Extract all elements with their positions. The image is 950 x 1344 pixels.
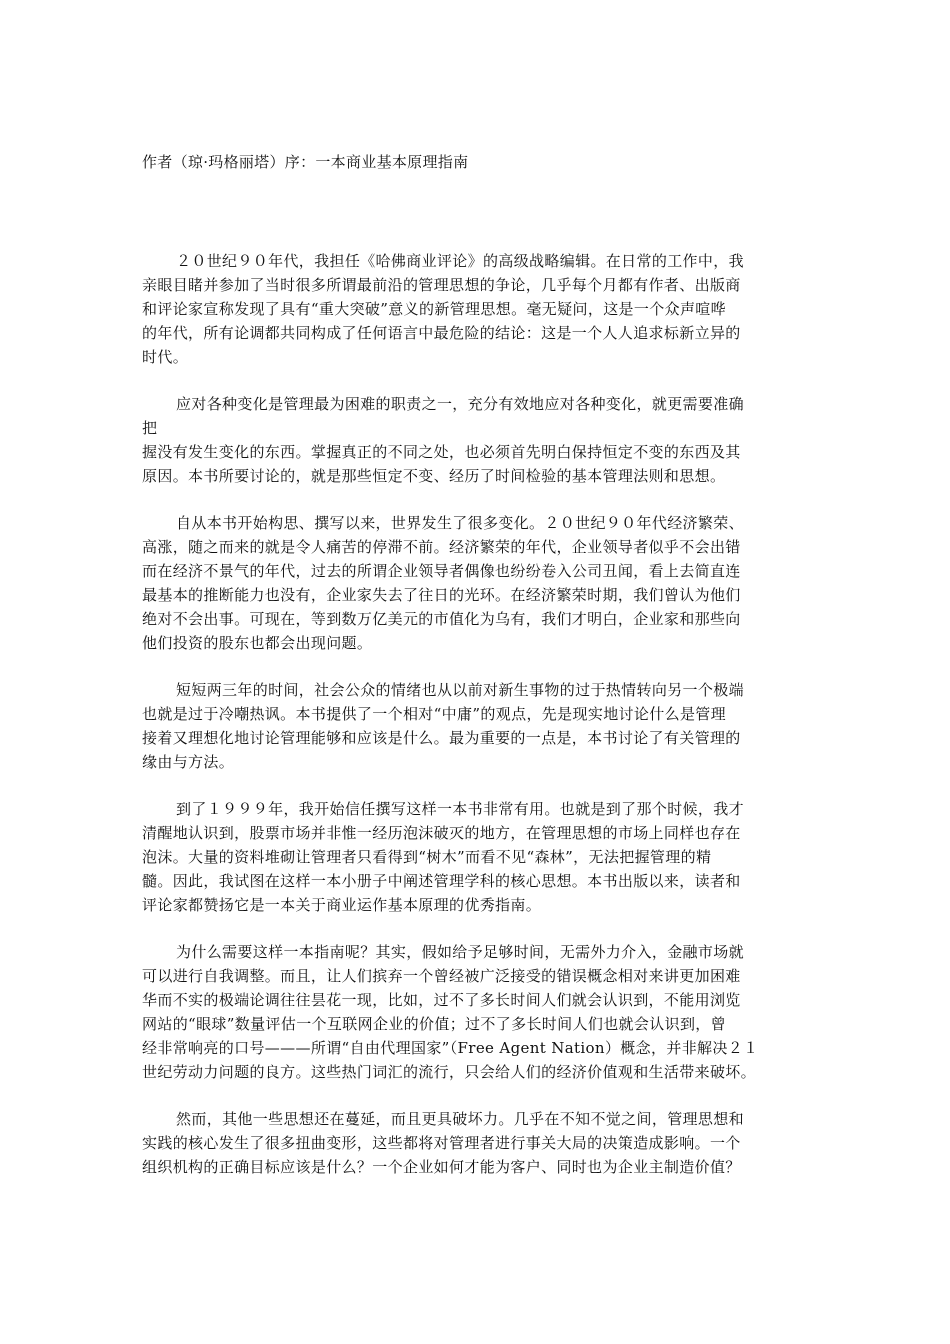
text-line: 清醒地认识到，股票市场并非惟一经历泡沫破灭的地方，在管理思想的市场上同样也存在 — [142, 824, 741, 842]
text-line: 短短两三年的时间，社会公众的情绪也从以前对新生事物的过于热情转向另一个极端 — [176, 681, 744, 699]
paragraph — [142, 511, 807, 655]
text-line: 髓。因此，我试图在这样一本小册子中阐述管理学科的核心思想。本书出版以来，读者和 — [142, 872, 741, 890]
text-line: 组织机构的正确目标应该是什么？一个企业如何才能为客户、同时也为企业主制造价值？ — [142, 1158, 741, 1176]
text-line: 最基本的推断能力也没有，企业家失去了往日的光环。在经济繁荣时期，我们曾认为他们 — [142, 586, 741, 604]
text-line: 高涨，随之而来的就是令人痛苦的停滞不前。经济繁荣的年代，企业领导者似乎不会出错 — [142, 538, 741, 556]
text-line: 华而不实的极端论调往往昙花一现，比如，过不了多长时间人们就会认识到，不能用浏览 — [142, 991, 741, 1009]
text-line: 原因。本书所要讨论的，就是那些恒定不变、经历了时间检验的基本管理法则和思想。 — [142, 467, 726, 485]
text-line: 他们投资的股东也都会出现问题。 — [142, 634, 373, 652]
document-body — [142, 249, 807, 1202]
text-line: 经非常响亮的口号———所谓“自由代理国家”（Free Agent Nation）概念，并非解决２１ — [142, 1039, 759, 1057]
text-line: 时代。 — [142, 348, 189, 366]
paragraph — [142, 678, 807, 774]
paragraph — [142, 797, 807, 917]
text-line: 绝对不会出事。可现在，等到数万亿美元的市值化为乌有，我们才明白，企业家和那些向 — [142, 610, 741, 628]
paragraph — [142, 249, 807, 369]
text-line: 接着又理想化地讨论管理能够和应该是什么。最为重要的一点是，本书讨论了有关管理的 — [142, 729, 741, 747]
text-line: 网站的“眼球”数量评估一个互联网企业的价值；过不了多长时间人们也就会认识到，曾 — [142, 1015, 726, 1033]
text-line: 握没有发生变化的东西。掌握真正的不同之处，也必须首先明白保持恒定不变的东西及其 — [142, 443, 741, 461]
text-line: 自从本书开始构思、撰写以来，世界发生了很多变化。２０世纪９０年代经济繁荣、 — [176, 514, 744, 532]
text-line: 亲眼目睹并参加了当时很多所谓最前沿的管理思想的争论，几乎每个月都有作者、出版商 — [142, 276, 741, 294]
text-line: 可以进行自我调整。而且，让人们摈弃一个曾经被广泛接受的错误概念相对来讲更加困难 — [142, 967, 741, 985]
text-line: 的年代，所有论调都共同构成了任何语言中最危险的结论：这是一个人人追求标新立异的 — [142, 324, 741, 342]
text-line: 而在经济不景气的年代，过去的所谓企业领导者偶像也纷纷卷入公司丑闻，看上去简直连 — [142, 562, 741, 580]
text-line: 也就是过于冷嘲热讽。本书提供了一个相对“中庸”的观点，先是现实地讨论什么是管理 — [142, 705, 726, 723]
text-line: 到了１９９９年，我开始信任撰写这样一本书非常有用。也就是到了那个时候，我才 — [176, 800, 744, 818]
text-line: 然而，其他一些思想还在蔓延，而且更具破坏力。几乎在不知不觉之间，管理思想和 — [176, 1110, 744, 1128]
text-line: 为什么需要这样一本指南呢？其实，假如给予足够时间，无需外力介入，金融市场就 — [176, 943, 744, 961]
paragraph — [142, 1107, 807, 1179]
text-line: 评论家都赞扬它是一本关于商业运作基本原理的优秀指南。 — [142, 896, 542, 914]
text-line: 实践的核心发生了很多扭曲变形，这些都将对管理者进行事关大局的决策造成影响。一个 — [142, 1134, 741, 1152]
paragraph — [142, 940, 807, 1084]
text-line: 应对各种变化是管理最为困难的职责之一，充分有效地应对各种变化，就更需要准确 — [176, 395, 744, 413]
text-line: 世纪劳动力问题的良方。这些热门词汇的流行，只会给人们的经济价值观和生活带来破坏。 — [142, 1063, 757, 1081]
text-line: 缘由与方法。 — [142, 753, 235, 771]
text-line: 泡沫。大量的资料堆砌让管理者只看得到“树木”而看不见“森林”，无法把握管理的精 — [142, 848, 712, 866]
text-line: 和评论家宣称发现了具有“重大突破”意义的新管理思想。毫无疑问，这是一个众声喧哗 — [142, 300, 726, 318]
text-line: 把 — [142, 419, 158, 437]
paragraph — [142, 392, 807, 488]
text-line: ２０世纪９０年代，我担任《哈佛商业评论》的高级战略编辑。在日常的工作中，我 — [176, 252, 744, 270]
document-title: 作者（琼·玛格丽塔）序：一本商业基本原理指南 — [142, 153, 469, 171]
